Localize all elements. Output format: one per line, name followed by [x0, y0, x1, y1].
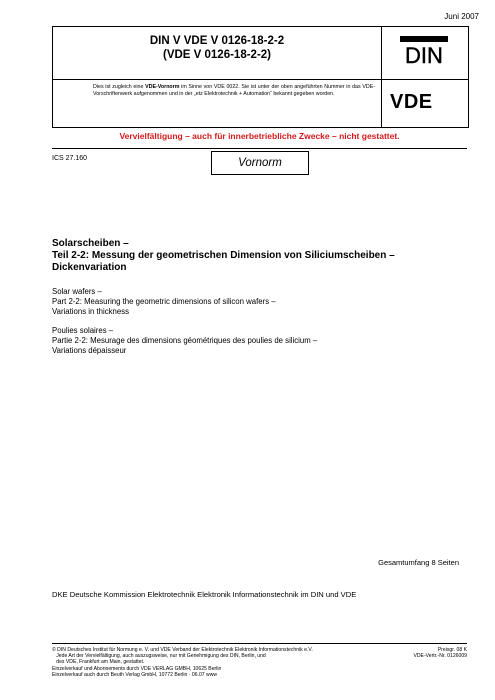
- note-rest: im Sinne von VDE 0022. Sie ist unter der oben angeführten Nummer in das VDE-Vorschriftenwerk aufgenommen und in der „etz Elektrotechnik + Automation“ bekannt gegeben worden.: [93, 84, 375, 97]
- header-vertical-divider: [381, 27, 382, 127]
- vde-logo: VDE: [390, 91, 433, 113]
- french-title-line: Partie 2-2: Mesurage des dimensions géométriques des poulies de silicium –: [52, 336, 318, 345]
- german-title: [52, 238, 467, 274]
- footer-price: [413, 647, 467, 659]
- price-group: Preisgr. 08 K: [437, 647, 467, 653]
- ics-code: ICS 27.160: [52, 155, 88, 162]
- copy-warning-bar: [52, 126, 467, 149]
- din-logo-text: DIN: [405, 43, 443, 67]
- german-title-line: Solarscheiben –: [52, 238, 129, 249]
- document-number: DIN V VDE V 0126-18-2-2: [149, 35, 285, 47]
- header-horizontal-divider: [53, 79, 468, 80]
- footer-copyright: [52, 647, 372, 678]
- german-title-line: Teil 2-2: Messung der geometrischen Dimension von Siliciumscheiben –: [52, 250, 395, 261]
- german-title-line: Dickenvariation: [52, 262, 127, 273]
- footer-line: Einzelverkauf und Abonnements durch VDE VERLAG GMBH, 10625 Berlin: [52, 665, 222, 672]
- french-title-line: Poulies solaires –: [52, 326, 114, 335]
- publication-date: Juni 2007: [444, 12, 479, 21]
- french-title-line: Variations dépaisseur: [52, 346, 127, 355]
- status-box: Vornorm: [211, 151, 309, 175]
- footer-line: Einzelverkauf auch durch Beuth Verlag GmbH, 10772 Berlin · 06.07 www: [52, 671, 218, 678]
- din-logo: [399, 35, 449, 67]
- english-title-line: Part 2-2: Measuring the geometric dimensions of silicon wafers –: [52, 297, 276, 306]
- footer-line: Jede Art der Vervielfältigung, auch auszugsweise, nur mit Genehmigung des DIN, Berlin, und: [52, 653, 266, 660]
- note-bold: VDE-Vornorm: [145, 84, 180, 90]
- copy-warning: Vervielfältigung – auch für innerbetriebliche Zwecke – nicht gestattet.: [119, 131, 400, 141]
- footer: [52, 643, 467, 684]
- total-pages: Gesamtumfang 8 Seiten: [378, 558, 459, 567]
- english-title-line: Variations in thickness: [52, 307, 129, 316]
- footer-line: des VDE, Frankfurt am Main, gestattet.: [52, 659, 145, 666]
- footer-line: © DIN Deutsches Institut für Normung e. V. und VDE Verband der Elektrotechnik Elektronik Informationstechnik e.V.: [52, 647, 313, 653]
- header-frame: [52, 26, 469, 128]
- vde-number: (VDE V 0126-18-2-2): [162, 49, 272, 61]
- english-title: [52, 287, 467, 317]
- vde-distribution-number: VDE-Vertr.-Nr. 0126009: [413, 653, 467, 660]
- vde-classification-note: [93, 84, 375, 98]
- note-prefix: Dies ist zugleich eine: [93, 84, 146, 90]
- french-title: [52, 326, 467, 356]
- english-title-line: Solar wafers –: [52, 287, 102, 296]
- dke-committee: DKE Deutsche Kommission Elektrotechnik Elektronik Informationstechnik im DIN und VDE: [52, 590, 357, 599]
